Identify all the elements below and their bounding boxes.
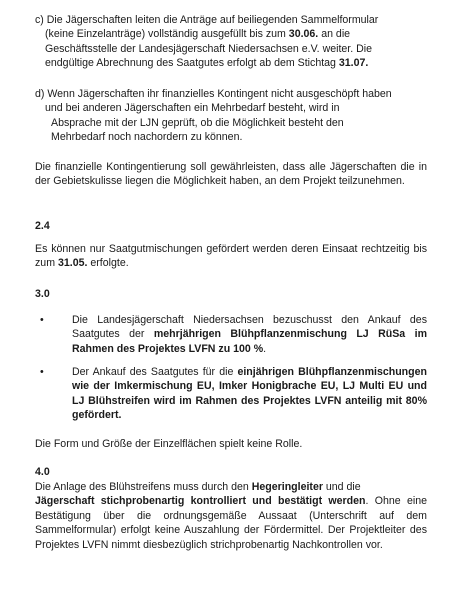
bullet-1-text: Die Landesjägerschaft Niedersachsen bezuschusst den Ankauf des Saatgutes der (72, 314, 427, 341)
section-4-0-paragraph (35, 494, 427, 552)
bullet-1-text: . (263, 342, 267, 355)
paragraph-d-line-1: d) Wenn Jägerschaften ihr finanzielles Kontingent nicht ausgeschöpft haben (35, 88, 392, 100)
paragraph-c-line-4 (35, 56, 427, 70)
paragraph-c-line-3: Geschäftsstelle der Landesjägerschaft Niedersachsen e.V. weiter. Die (45, 42, 373, 55)
section-4-0-bold-text: Hegeringleiter (251, 481, 323, 493)
paragraph-c-text: an die (318, 28, 351, 41)
paragraph-d-line-4: Mehrbedarf noch nachordern zu können. (51, 131, 243, 144)
section-4-0-text-part: und die (322, 481, 361, 493)
deadline-date: 30.06. (288, 28, 319, 41)
section-heading-2-4: 2.4 (35, 220, 50, 232)
paragraph-d (35, 87, 427, 145)
paragraph-d-line-2: und bei anderen Jägerschaften ein Mehrbedarf besteht, wird in (45, 102, 340, 115)
section-4-0-text (35, 480, 427, 552)
paragraph-kontingent: Die finanzielle Kontingentierung soll gewährleisten, dass alle Jägerschaften die in der Gebietskulisse liegen die Möglichkeit haben, an dem Projekt teilzunehmen. (35, 161, 427, 188)
section-4-0-text-part: Die Anlage des Blühstreifens muss durch den (35, 481, 252, 493)
bullet-item-2 (72, 365, 427, 423)
section-2-4-text-part: erfolgte. (87, 257, 129, 270)
deadline-date: 31.05. (57, 257, 88, 270)
section-2-4-text (35, 242, 427, 271)
bullet-icon: • (40, 366, 44, 378)
section-2-4-text-part: Es können nur Saatgutmischungen gefördert werden deren Einsaat rechtzeitig bis zum (35, 243, 427, 270)
bullet-2-bold-text: einjährigen Blühpflanzenmischungen wie der Imkermischung EU, Imker Honigbrache EU, LJ Multi EU und LJ Blühstreifen wird im Rahmen des Projektes LVFN anteilig mit 80% gefördert. (72, 366, 427, 422)
bullet-item-1 (72, 313, 427, 356)
form-size-note: Die Form und Größe der Einzelflächen spielt keine Rolle. (35, 438, 303, 450)
section-heading-4-0: 4.0 (35, 466, 50, 478)
section-4-0-text-part: . Ohne eine Bestätigung über die ordnungsgemäße Aussaat (Unterschrift auf dem Sammelformular) erfolgt keine Auszahlung der Fördermittel. Der Projektleiter des Projektes LVFN nimmt diesbezüglich strichprobenartig Nachkontrollen vor. (35, 495, 427, 551)
paragraph-d-line-3: Absprache mit der LJN geprüft, ob die Möglichkeit besteht den (51, 116, 344, 129)
section-heading-3-0: 3.0 (35, 288, 50, 300)
paragraph-c-text: endgültige Abrechnung des Saatgutes erfolgt ab dem Stichtag (45, 57, 339, 70)
bullet-2-text: Der Ankauf des Saatgutes für die (72, 366, 238, 378)
paragraph-c (35, 13, 427, 71)
bullet-1-bold-text: mehrjährigen Blühpflanzenmischung LJ RüSa im Rahmen des Projektes LVFN zu 100 % (72, 328, 427, 355)
section-4-0-line-1 (35, 480, 427, 494)
paragraph-c-text: (keine Einzelanträge) vollständig ausgefüllt bis zum (45, 28, 289, 41)
paragraph-c-line-2 (35, 27, 427, 41)
paragraph-c-line-1: c) Die Jägerschaften leiten die Anträge auf beiliegenden Sammelformular (35, 14, 379, 26)
deadline-date: 31.07. (338, 57, 369, 70)
section-4-0-bold-text: Jägerschaft stichprobenartig kontrolliert und bestätigt werden (35, 495, 366, 508)
bullet-icon: • (40, 314, 44, 326)
